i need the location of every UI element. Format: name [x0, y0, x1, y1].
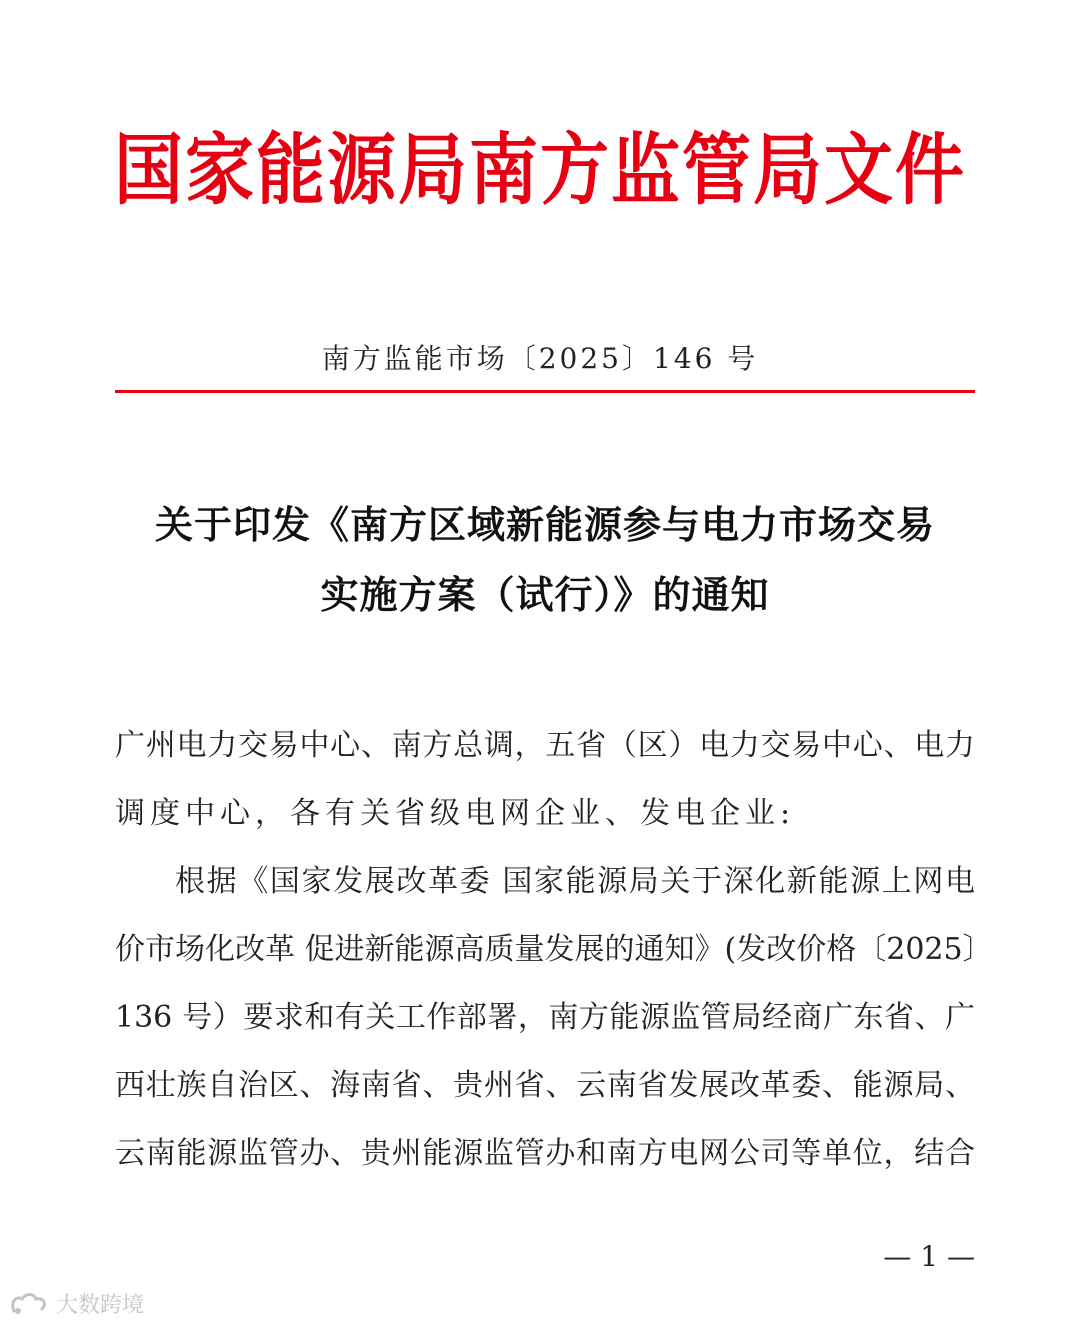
document-title-line-2: 实施方案（试行）》的通知 — [320, 572, 770, 617]
paragraph-line: 西壮族自治区、海南省、贵州省、云南省发展改革委、能源局、 — [115, 1068, 975, 1103]
document-title-line-1: 关于印发《南方区域新能源参与电力市场交易 — [154, 502, 935, 547]
watermark-text: 大数跨境 — [56, 1292, 145, 1318]
document-body — [115, 712, 993, 1188]
addressee-line: 广州电力交易中心、南方总调，五省（区）电力交易中心、电力 — [115, 728, 975, 763]
brand-logo-icon — [8, 1289, 50, 1317]
paragraph-line: 云南能源监管办、贵州能源监管办和南方电网公司等单位，结合 — [115, 1136, 975, 1171]
document-title — [115, 490, 975, 630]
page-number: — 1 — — [883, 1240, 975, 1273]
addressee-line: 调度中心，各有关省级电网企业、发电企业: — [115, 796, 796, 831]
watermark — [8, 1287, 144, 1319]
paragraph-line: 136 号）要求和有关工作部署，南方能源监管局经商广东省、广 — [115, 1000, 975, 1035]
issuing-authority-header: 国家能源局南方监管局文件 — [114, 126, 966, 216]
document-number: 南方监能市场〔2025〕146 号 — [321, 342, 759, 375]
paragraph-line: 根据《国家发展改革委 国家能源局关于深化新能源上网电 — [175, 864, 975, 899]
red-divider-line — [115, 390, 975, 393]
paragraph-line: 价市场化改革 促进新能源高质量发展的通知》(发改价格〔2025〕 — [115, 932, 993, 967]
